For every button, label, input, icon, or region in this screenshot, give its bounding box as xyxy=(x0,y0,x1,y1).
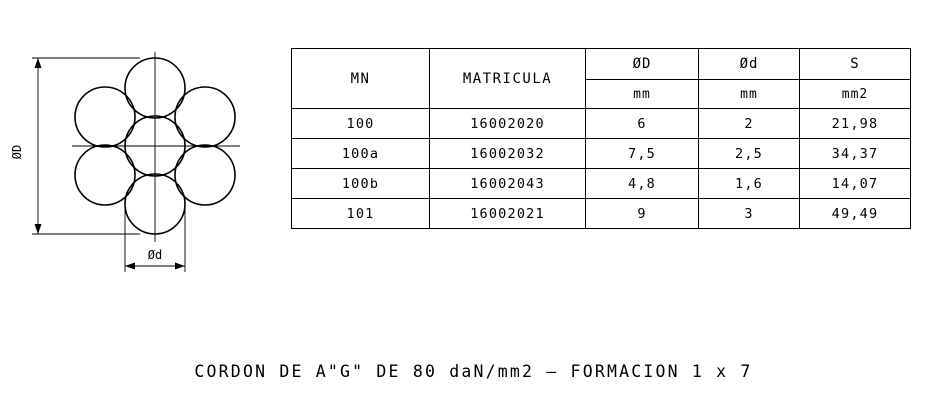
strand-diagram-svg xyxy=(0,0,280,300)
wire-circle-lower-left xyxy=(75,145,135,205)
cell-matricula: 16002032 xyxy=(430,139,586,169)
table-row xyxy=(292,199,911,229)
cell-section: 14,07 xyxy=(800,169,911,199)
dimension-label-outer: ØD xyxy=(10,144,24,160)
specification-table xyxy=(291,48,911,229)
cell-mn: 101 xyxy=(292,199,430,229)
wire-circle-upper-right xyxy=(175,87,235,147)
cell-inner-diameter: 2 xyxy=(699,109,800,139)
cell-section: 21,98 xyxy=(800,109,911,139)
cell-outer-diameter: 6 xyxy=(586,109,699,139)
header-section-unit: mm2 xyxy=(800,80,911,109)
header-mn: MN xyxy=(292,49,430,109)
cell-mn: 100b xyxy=(292,169,430,199)
strand-cross-section-drawing xyxy=(0,0,280,300)
table-row xyxy=(292,139,911,169)
cell-matricula: 16002020 xyxy=(430,109,586,139)
header-inner-diameter-symbol: Ød xyxy=(699,49,800,80)
header-section-symbol: S xyxy=(800,49,911,80)
drawing-caption: CORDON DE A"G" DE 80 daN/mm2 — FORMACION 1 x 7 xyxy=(194,362,753,381)
cell-outer-diameter: 7,5 xyxy=(586,139,699,169)
cell-matricula: 16002021 xyxy=(430,199,586,229)
cell-outer-diameter: 4,8 xyxy=(586,169,699,199)
wire-circle-lower-right xyxy=(175,145,235,205)
wire-circle-upper-left xyxy=(75,87,135,147)
header-inner-diameter-unit: mm xyxy=(699,80,800,109)
header-outer-diameter-symbol: ØD xyxy=(586,49,699,80)
cell-inner-diameter: 3 xyxy=(699,199,800,229)
table-header-row-symbols xyxy=(292,49,911,80)
cell-inner-diameter: 1,6 xyxy=(699,169,800,199)
dimension-label-inner: Ød xyxy=(147,248,163,262)
cell-mn: 100a xyxy=(292,139,430,169)
cell-inner-diameter: 2,5 xyxy=(699,139,800,169)
cell-section: 49,49 xyxy=(800,199,911,229)
table-row xyxy=(292,169,911,199)
cell-outer-diameter: 9 xyxy=(586,199,699,229)
cell-matricula: 16002043 xyxy=(430,169,586,199)
header-outer-diameter-unit: mm xyxy=(586,80,699,109)
cell-section: 34,37 xyxy=(800,139,911,169)
header-matricula: MATRICULA xyxy=(430,49,586,109)
cell-mn: 100 xyxy=(292,109,430,139)
table-row xyxy=(292,109,911,139)
